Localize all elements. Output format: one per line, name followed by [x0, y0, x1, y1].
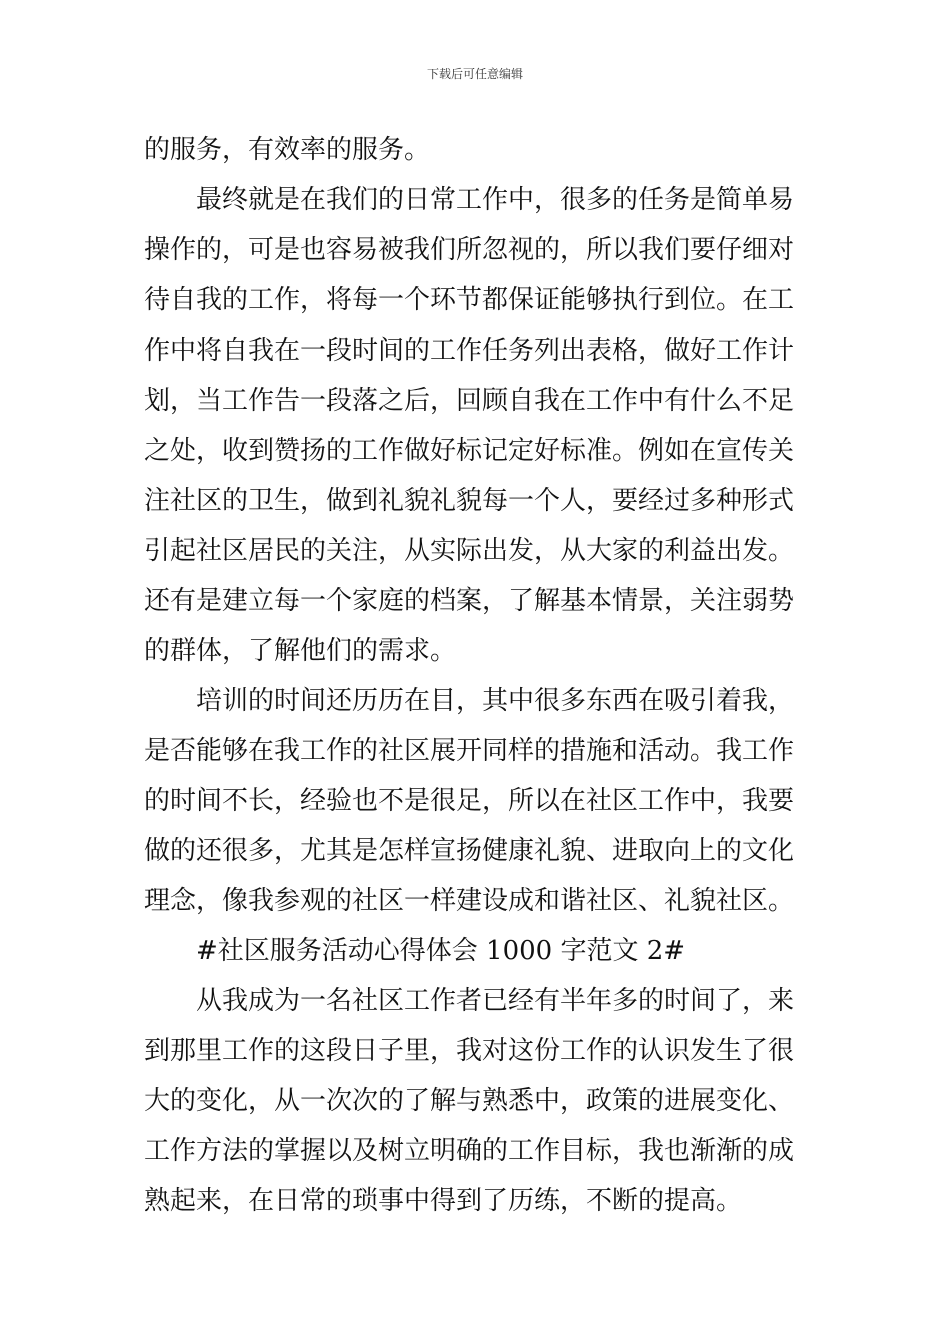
body-line: 操作的，可是也容易被我们所忽视的，所以我们要仔细对	[144, 235, 795, 265]
body-line: 还有是建立每一个家庭的档案，了解基本情景，关注弱势	[144, 586, 795, 616]
body-line: 划，当工作告一段落之后，回顾自我在工作中有什么不足	[144, 386, 795, 416]
body-line: 是否能够在我工作的社区展开同样的措施和活动。我工作	[144, 736, 795, 766]
body-line: 待自我的工作，将每一个环节都保证能够执行到位。在工	[144, 285, 795, 315]
page-header: 下载后可任意编辑	[426, 67, 523, 81]
body-line: 到那里工作的这段日子里，我对这份工作的认识发生了很	[144, 1036, 795, 1066]
body-line: 大的变化，从一次次的了解与熟悉中，政策的进展变化、	[144, 1086, 795, 1116]
body-line: 注社区的卫生，做到礼貌礼貌每一个人，要经过多种形式	[144, 486, 795, 516]
body-line: 的群体，了解他们的需求。	[144, 636, 457, 666]
body-line: 引起社区居民的关注，从实际出发，从大家的利益出发。	[144, 536, 795, 566]
body-line: 之处，收到赞扬的工作做好标记定好标准。例如在宣传关	[144, 436, 795, 466]
body-line: 的时间不长，经验也不是很足，所以在社区工作中，我要	[144, 786, 795, 816]
body-line: 作中将自我在一段时间的工作任务列出表格，做好工作计	[144, 336, 795, 366]
paragraph-first-line: 最终就是在我们的日常工作中，很多的任务是简单易	[196, 185, 795, 215]
section-heading: #社区服务活动心得体会 1000 字范文 2#	[196, 936, 686, 966]
body-line: 工作方法的掌握以及树立明确的工作目标，我也渐渐的成	[144, 1136, 795, 1166]
body-line: 做的还很多，尤其是怎样宣扬健康礼貌、进取向上的文化	[144, 836, 795, 866]
paragraph-first-line: 从我成为一名社区工作者已经有半年多的时间了，来	[196, 986, 795, 1016]
body-line: 熟起来，在日常的琐事中得到了历练，不断的提高。	[144, 1186, 743, 1216]
paragraph-first-line: 培训的时间还历历在目，其中很多东西在吸引着我，	[196, 686, 795, 716]
body-line: 的服务，有效率的服务。	[144, 135, 431, 165]
body-line: 理念，像我参观的社区一样建设成和谐社区、礼貌社区。	[144, 886, 795, 916]
